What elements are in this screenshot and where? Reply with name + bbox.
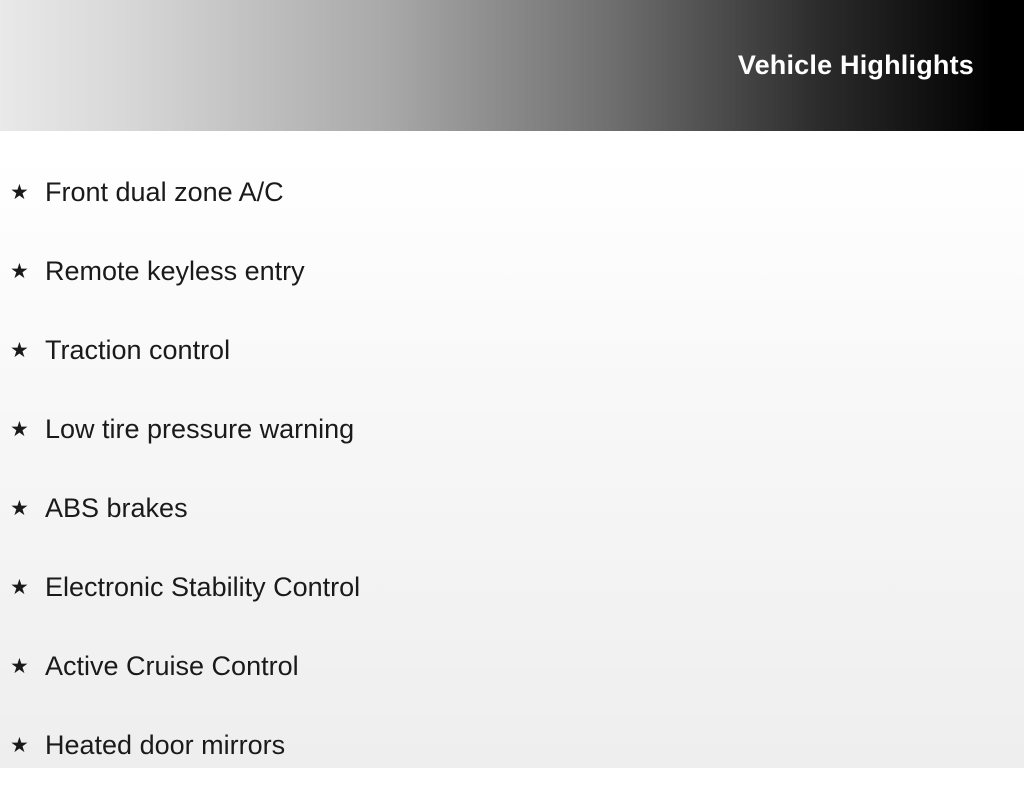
feature-label: Remote keyless entry bbox=[45, 256, 305, 287]
star-bullet-icon: ★ bbox=[10, 260, 29, 283]
star-bullet-icon: ★ bbox=[10, 181, 29, 204]
feature-label: Front dual zone A/C bbox=[45, 177, 284, 208]
feature-label: ABS brakes bbox=[45, 493, 188, 524]
list-item bbox=[0, 469, 1024, 548]
list-item bbox=[0, 627, 1024, 706]
list-item bbox=[0, 706, 1024, 785]
list-item bbox=[0, 232, 1024, 311]
header-banner bbox=[0, 0, 1024, 131]
feature-label: Active Cruise Control bbox=[45, 651, 299, 682]
star-bullet-icon: ★ bbox=[10, 655, 29, 678]
list-item bbox=[0, 548, 1024, 627]
star-bullet-icon: ★ bbox=[10, 418, 29, 441]
feature-label: Electronic Stability Control bbox=[45, 572, 361, 603]
list-item bbox=[0, 311, 1024, 390]
star-bullet-icon: ★ bbox=[10, 576, 29, 599]
feature-list bbox=[0, 131, 1024, 785]
feature-label: Low tire pressure warning bbox=[45, 414, 355, 445]
list-item bbox=[0, 153, 1024, 232]
page-title: Vehicle Highlights bbox=[737, 50, 974, 80]
feature-label: Traction control bbox=[45, 335, 231, 366]
star-bullet-icon: ★ bbox=[10, 497, 29, 520]
list-item bbox=[0, 390, 1024, 469]
feature-label: Heated door mirrors bbox=[45, 730, 286, 761]
star-bullet-icon: ★ bbox=[10, 339, 29, 362]
star-bullet-icon: ★ bbox=[10, 734, 29, 757]
